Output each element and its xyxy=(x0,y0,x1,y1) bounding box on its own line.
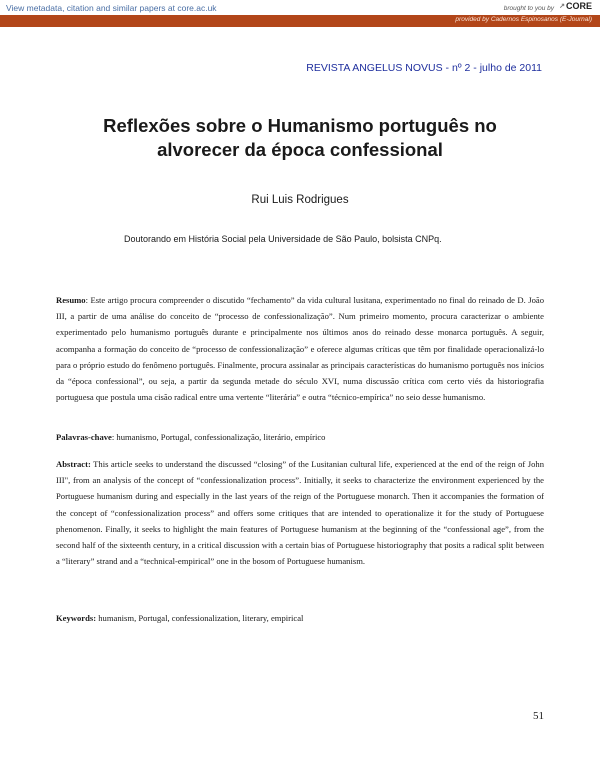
paper-title xyxy=(60,114,540,162)
abstract-label: Abstract: xyxy=(56,459,91,469)
title-line-2: alvorecer da época confessional xyxy=(157,139,443,160)
palavras-chave-label: Palavras-chave xyxy=(56,432,112,442)
keywords-label: Keywords: xyxy=(56,613,97,623)
core-brought-by-text: brought to you by xyxy=(503,5,554,12)
palavras-chave-paragraph xyxy=(56,429,544,445)
keywords-text: humanism, Portugal, confessionalization, literary, empirical xyxy=(96,613,304,623)
palavras-chave-text: : humanismo, Portugal, confessionalização, literário, empírico xyxy=(111,432,326,442)
core-provided-text[interactable]: provided by Cadernos Espinosanos (E-Journal) xyxy=(455,16,592,23)
abstract-paragraph xyxy=(56,456,544,569)
resumo-paragraph xyxy=(56,292,544,405)
core-banner xyxy=(0,0,600,28)
page-number: 51 xyxy=(533,710,544,722)
title-line-1: Reflexões sobre o Humanismo português no xyxy=(103,115,497,136)
core-metadata-link[interactable]: View metadata, citation and similar papers at core.ac.uk xyxy=(6,3,217,13)
core-logo-icon: ↗ xyxy=(559,3,565,10)
abstract-text: This article seeks to understand the discussed “closing” of the Lusitanian cultural life, experienced at the end of the reign of John III", from an analysis of the concept of “confessionalization process”. Initially, it seeks to characterize the environment experienced by the Portuguese humanism during and especially in the last years of the reign of the Portuguese monarch. Then it accompanies the formation of the concept of “confessionalization process” and offers some critiques that are intended to operationalize it for the study of Portuguese phenomenon. Finally, it seeks to highlight the main features of Portuguese humanism at the beginning of the “confessional age”, from the second half of the sixteenth century, in a critical discussion with a certain bias of Portuguese historiography that posits a radical split between a “literary” strand and a “technical-empirical” one in the bosom of Portuguese humanism. xyxy=(56,459,544,567)
journal-header: REVISTA ANGELUS NOVUS - nº 2 - julho de 2011 xyxy=(306,62,542,74)
author-affiliation: Doutorando em História Social pela Universidade de São Paulo, bolsista CNPq. xyxy=(124,234,442,244)
resumo-label: Resumo xyxy=(56,295,86,305)
author-name: Rui Luis Rodrigues xyxy=(251,194,349,206)
core-provided-bar xyxy=(0,15,600,27)
core-logo[interactable] xyxy=(559,1,592,11)
keywords-paragraph xyxy=(56,610,544,626)
resumo-text: : Este artigo procura compreender o discutido “fechamento” da vida cultural lusitana, experimentado no final do reinado de D. João III, a partir de uma análise do conceito de “processo de confessionalização”. Num primeiro momento, procura caracterizar o ambiente experimentado pelo humanismo português durante e principalmente nos últimos anos do reinado desse monarca português. A seguir, acompanha a formação do conceito de “processo de confessionalização” e oferece algumas críticas que têm por finalidade operacionalizá-lo para o próprio estudo do fenômeno português. Finalmente, procura assinalar as principais características do humanismo português nos inícios da “época confessional”, ou seja, a partir da segunda metade do século XVI, numa discussão crítica com certo viés da historiografia portuguesa que postula uma cisão radical entre uma vertente “literária” e outra “técnico-empírica” no seio desse humanismo. xyxy=(56,295,544,403)
core-logo-text: CORE xyxy=(565,1,592,11)
